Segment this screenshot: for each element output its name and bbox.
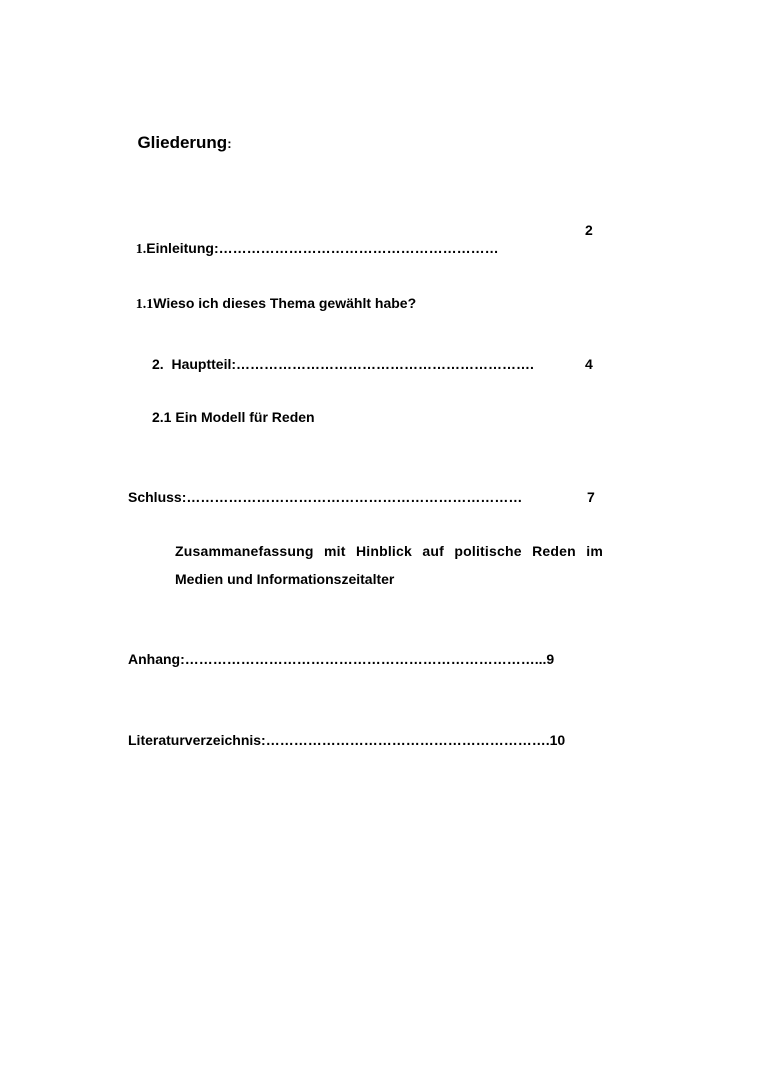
toc-entry-hauptteil: 2. Hauptteil:………………………………………………………. <box>152 356 534 372</box>
toc-entry-anhang: Anhang:…………………………………………………………………...9 <box>128 651 555 667</box>
toc-text: Wieso ich dieses Thema gewählt habe? <box>153 295 417 311</box>
title-text: Gliederung <box>137 133 228 152</box>
toc-number: 1. <box>135 242 147 257</box>
toc-entry-literaturverzeichnis: Literaturverzeichnis:…………………………………………………….10 <box>128 732 566 748</box>
toc-subentry-line1: Zusammanefassung mit Hinblick auf politische Reden im <box>175 543 603 559</box>
toc-text: Einleitung:…………………………………………………… <box>146 240 499 256</box>
title-colon: : <box>227 136 232 151</box>
toc-page-number: 7 <box>587 489 595 505</box>
toc-entry-wieso <box>128 276 416 314</box>
toc-subentry-line2: Medien und Informationszeitalter <box>175 571 395 587</box>
toc-page-number: 2 <box>585 222 593 238</box>
toc-number: 1.1 <box>135 297 154 312</box>
toc-entry-einleitung <box>128 221 499 259</box>
toc-entry-schluss: Schluss:……………………………………………………………… <box>128 489 527 505</box>
toc-entry-modell: 2.1 Ein Modell für Reden <box>152 409 315 425</box>
toc-page-number: 4 <box>585 356 593 372</box>
page-title <box>128 110 232 155</box>
